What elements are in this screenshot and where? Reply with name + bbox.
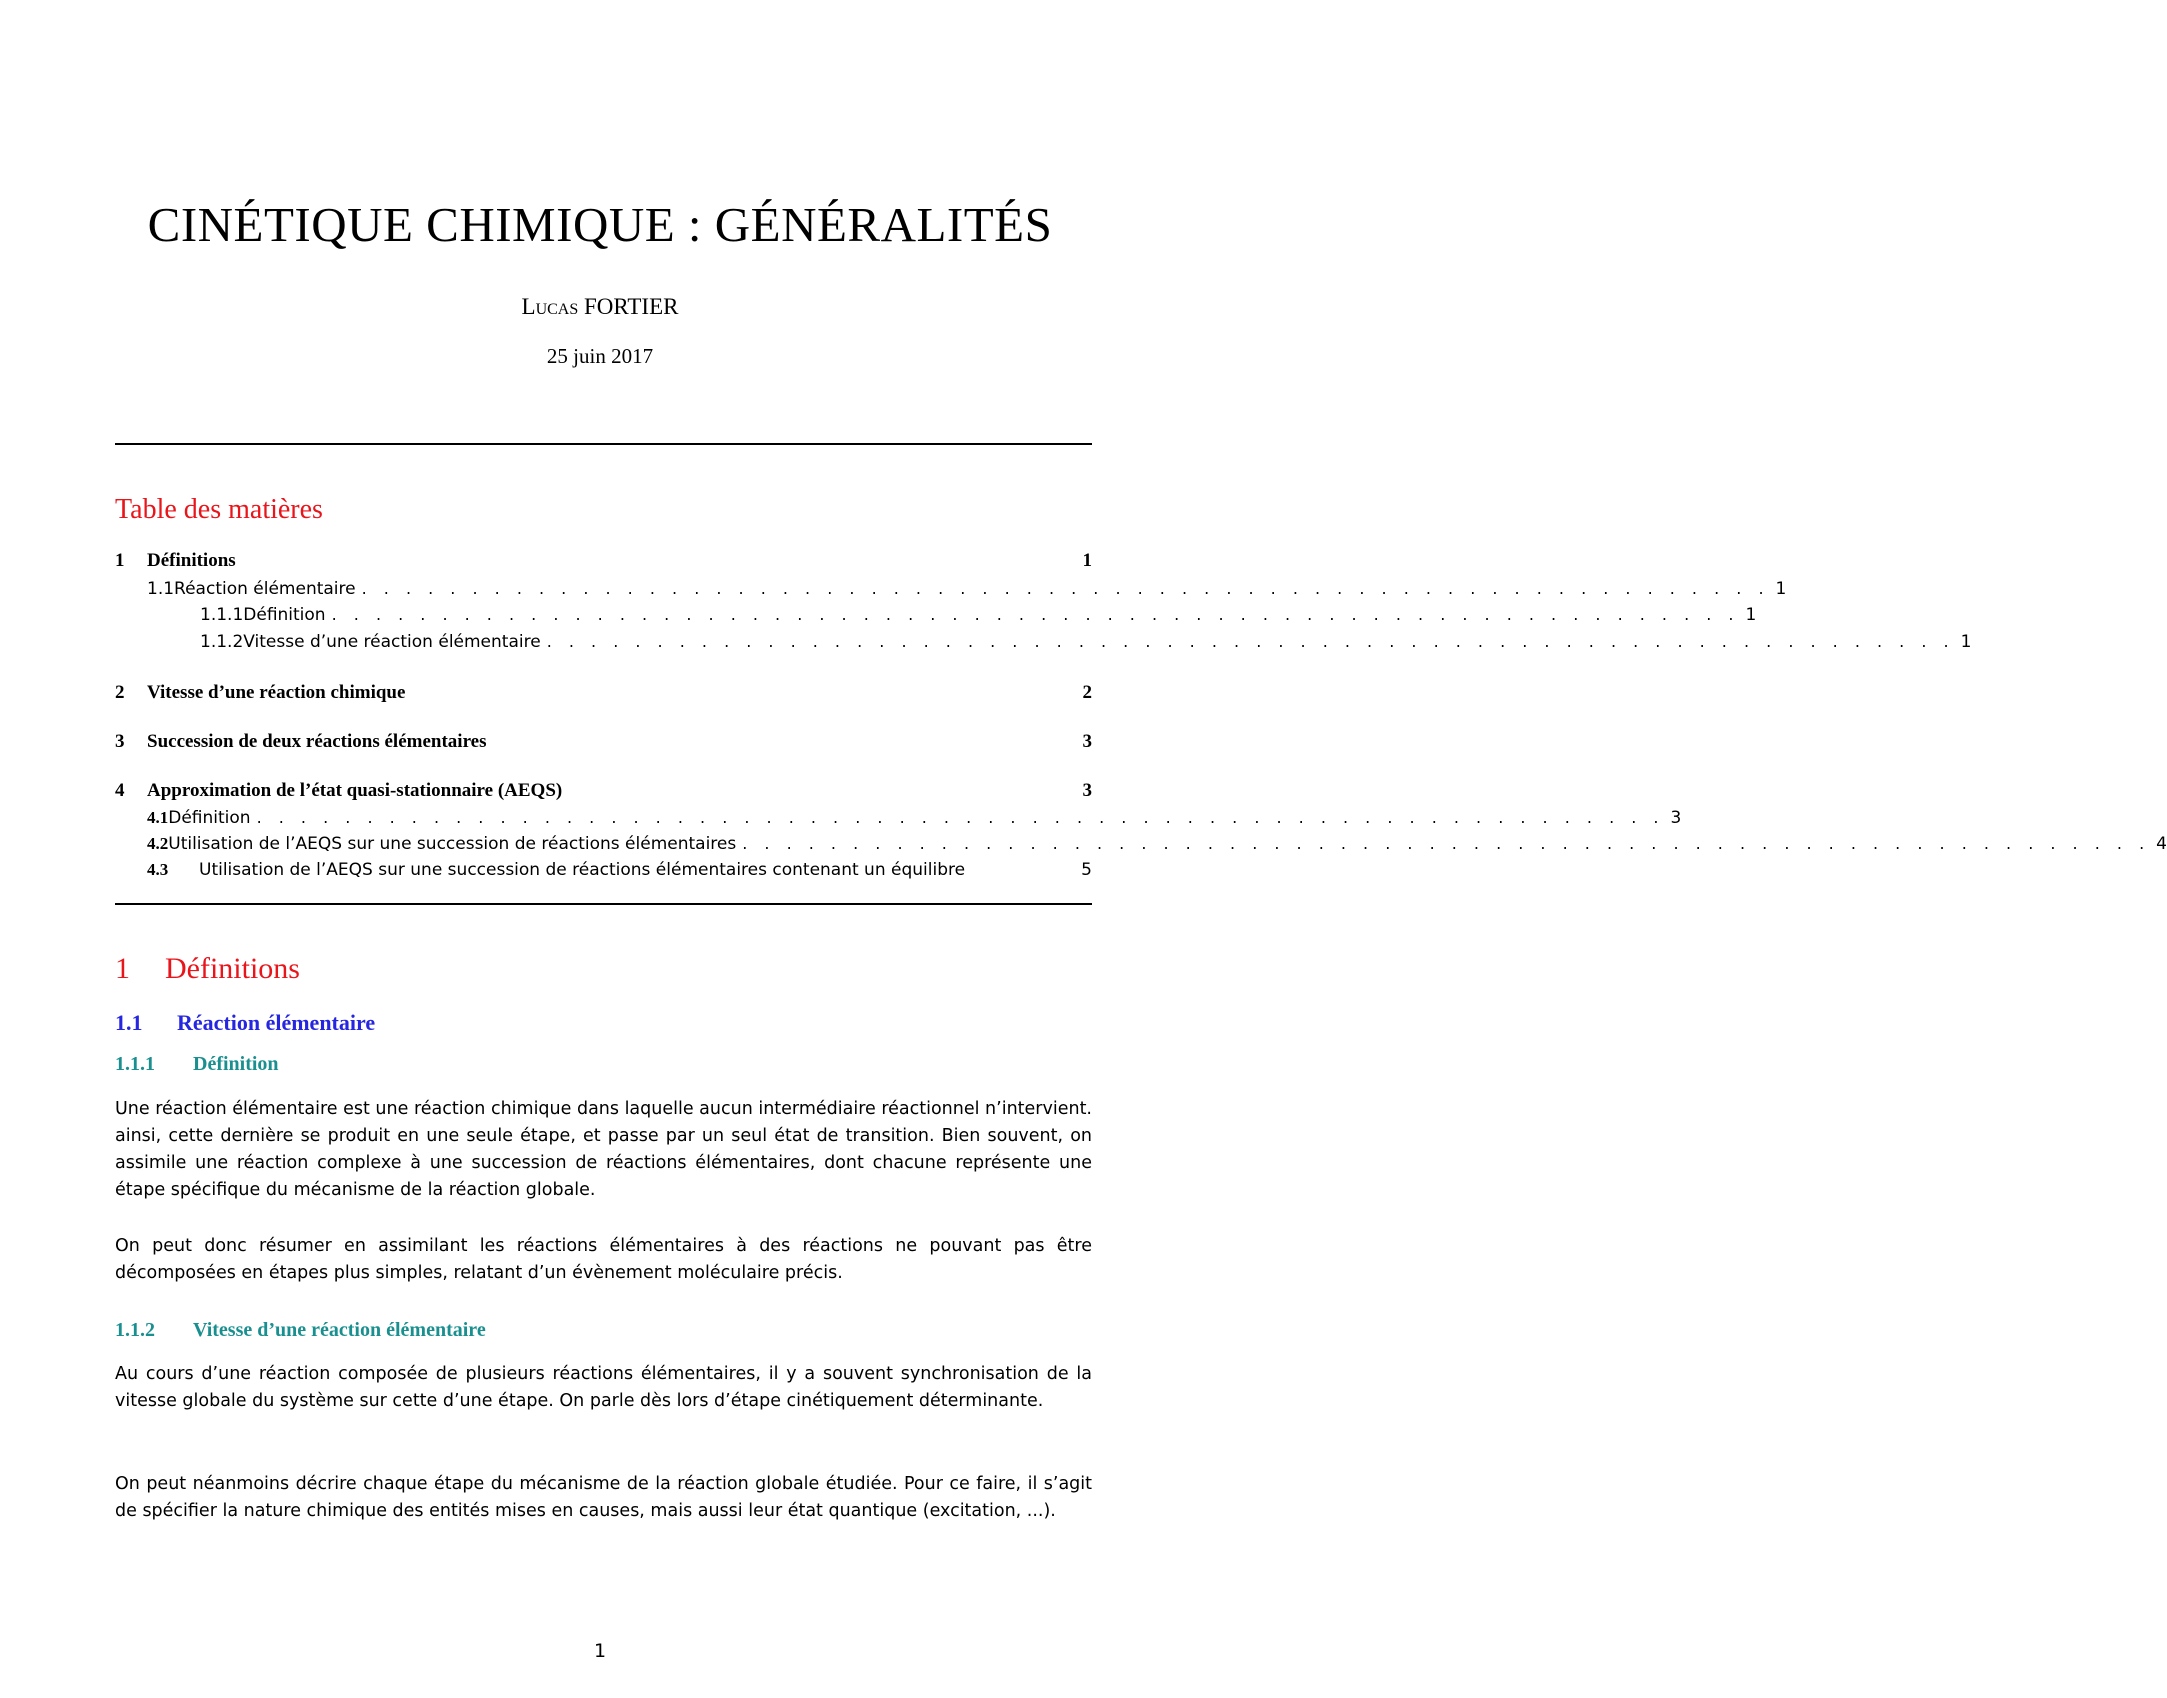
subsubsection-1-1-1-heading: 1.1.1 Définition (115, 1053, 279, 1075)
toc-entry-4-3[interactable]: 4.3 Utilisation de l’AEQS sur une succession de réactions élémentaires contenant un équilibre 5 (147, 860, 1092, 880)
paragraph-definition-2: On peut donc résumer en assimilant les réactions élémentaires à des réactions ne pouvant pas être décomposées en étapes plus simples, relatant d’un évènement moléculaire précis. (115, 1236, 1092, 1283)
page-number: 1 (593, 1640, 607, 1662)
subsection-1-1-heading: 1.1 Réaction élémentaire (115, 1010, 376, 1035)
toc-heading: Table des matières (115, 494, 323, 525)
section-1-heading: 1 Définitions (115, 952, 300, 985)
paragraph-vitesse-2: On peut néanmoins décrire chaque étape du mécanisme de la réaction globale étudiée. Pour ce faire, il s’agit de spécifier la nature chimique des entités mises en causes, mais aussi leur état quantique (excitation, ...). (115, 1474, 1092, 1521)
paragraph-definition-1: Une réaction élémentaire est une réaction chimique dans laquelle aucun intermédiaire réactionnel n’intervient. ainsi, cette dernière se produit en une seule étape, et passe par un seul état de transition. Bien souvent, on assimile une réaction complexe à une succession de réactions élémentaires, dont chacune représente une étape spécifique du mécanisme de la réaction globale. (115, 1099, 1092, 1200)
date: 25 juin 2017 (546, 344, 654, 368)
subsubsection-1-1-2-heading: 1.1.2 Vitesse d’une réaction élémentaire (115, 1319, 486, 1341)
toc-entry-1-1-1[interactable]: 1.1.1 Définition . . . . . . . . . . . . . . . . . . . . . . . . . . . . . . . . . . . . . . . . . . . . . . . . . . . . . . . . . . . . . . . . 1 (200, 605, 1757, 625)
paragraph-vitesse-1: Au cours d’une réaction composée de plusieurs réactions élémentaires, il y a souvent synchronisation de la vitesse globale du système sur cette d’une étape. On parle dès lors d’étape cinétiquement déterminante. (115, 1364, 1092, 1411)
toc-entry-4-1[interactable]: 4.1 Définition . . . . . . . . . . . . . . . . . . . . . . . . . . . . . . . . . . . . . . . . . . . . . . . . . . . . . . . . . . . . . . . . 3 (147, 808, 1682, 828)
toc-entry-1-1[interactable]: 1.1 Réaction élémentaire . . . . . . . . . . . . . . . . . . . . . . . . . . . . . . . . . . . . . . . . . . . . . . . . . . . . . . . . . . . . . . . . 1 (147, 579, 1787, 599)
toc-entry-3[interactable]: 3 Succession de deux réactions élémentaires 3 (115, 731, 1092, 752)
document-title: CINÉTIQUE CHIMIQUE : GÉNÉRALITÉS (147, 197, 1053, 252)
toc-entry-1[interactable]: 1 Définitions 1 (115, 550, 1092, 571)
toc-entry-1-1-2[interactable]: 1.1.2 Vitesse d’une réaction élémentaire . . . . . . . . . . . . . . . . . . . . . . . . . . . . . . . . . . . . . . . . . . . . . . . . . . . . . . . . . . . . . . . . 1 (200, 632, 1972, 652)
author: Lucas FORTIER (521, 294, 679, 319)
toc-bottom-rule (115, 903, 1092, 905)
toc-entry-4[interactable]: 4 Approximation de l’état quasi-stationnaire (AEQS) 3 (115, 780, 1092, 801)
toc-entry-4-2[interactable]: 4.2 Utilisation de l’AEQS sur une succession de réactions élémentaires . . . . . . . . . . . . . . . . . . . . . . . . . . . . . . . . . . . . . . . . . . . . . . . . . . . . . . . . . . . . . . . . 4 (147, 834, 2167, 854)
toc-entry-2[interactable]: 2 Vitesse d’une réaction chimique 2 (115, 682, 1092, 703)
top-rule (115, 443, 1092, 445)
